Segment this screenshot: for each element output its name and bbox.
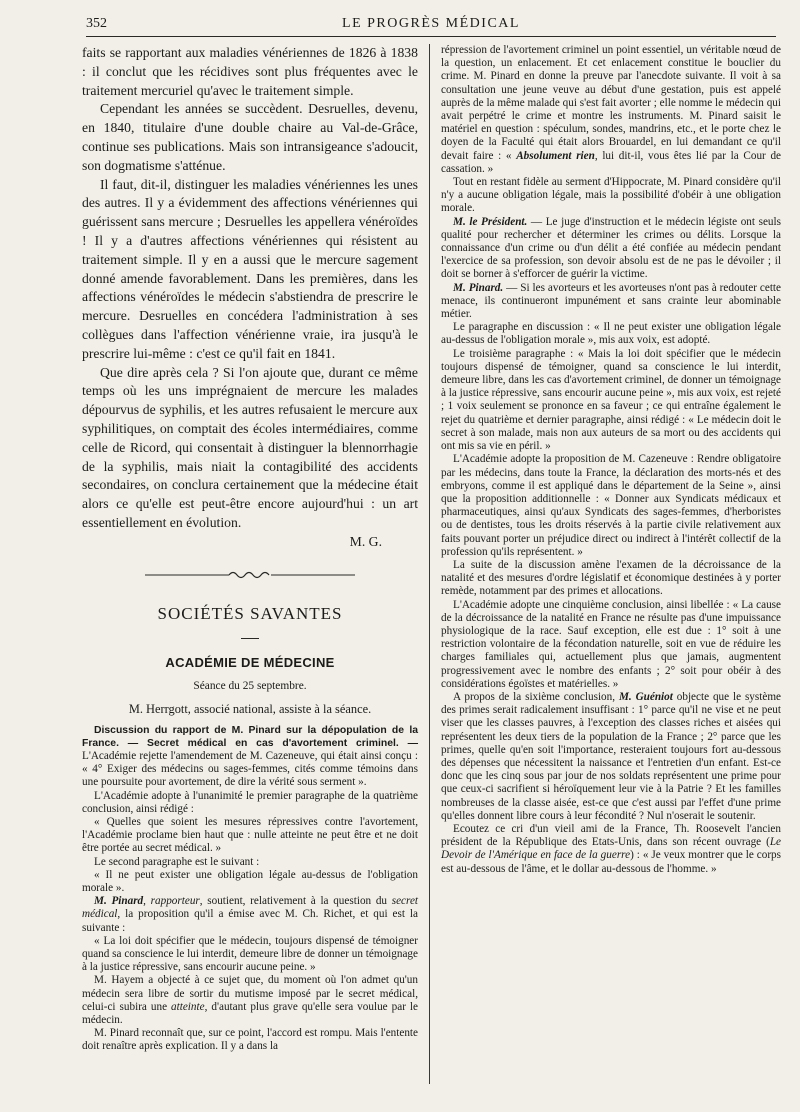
- divider: [241, 638, 259, 639]
- paragraph: L'Académie adopte la proposition de M. Cazeneuve : Rendre obligatoire par les médecins, dans toute la France, la déclaration des morts-nés et des embryons, comme il est appliqué dans le département de la Seine », ainsi que la proposition additionnelle : « Donner aux Syndicats médicaux et pharmaceutiques, ainsi qu'aux Syndicats des sages-femmes, d'herboristes ou de dentistes, tous les droits réservés à la partie civile relativement aux faits pouvant porter un préjudice direct ou indirect à l'intérêt collectif de la profession qu'ils représentent. »: [441, 453, 781, 558]
- paragraph: Que dire après cela ? Si l'on ajoute que, durant ce même temps où les uns imprégnaient de mercure les malades dépourvus de syphilis, et les autres refusaient le mercure aux syphilitiques, on comptait des écoles intermédiaires, comme celle de Ricord, qui consentait à distinguer la blennorrhagie de la syphilis, mais niait la contagibilité des accidents secondaires, on conclura certainement que la médecine était alors ce qu'elle est peut-être encore aujourd'hui : un art essentiellement en évolution.: [82, 364, 418, 530]
- paragraph: M. Pinard, rapporteur, soutient, relativement à la question du secret médical, la proposition qu'il a émise avec M. Ch. Richet, et qui est la suivante :: [82, 895, 419, 934]
- paragraph: Le second paragraphe est le suivant :: [94, 855, 260, 868]
- speaker-name: M. le Président.: [453, 215, 528, 228]
- paragraph: Il faut, dit-il, distinguer les maladies vénériennes les unes des autres. Il y a évidemment des affections vénériennes qui guérissent sans mercure ; Desruelles les appellera vénéroïdes ! Il y a d'autres affections vénériennes qui résistent au traitement simple. Il y en a aussi que le mercure sagement donné amende favorablement. Dans les premières, dans les affections vénéroïdes le médecin s'abstiendra de prescrire le mercure. Desruelles en concédera l'administration à ses collègues dans l'affection vénérienne vraie, ira jusqu'à le prescrire lui-même : c'est ce qu'il fait en 1841.: [82, 176, 418, 361]
- right-column: [441, 44, 781, 876]
- paragraph: Le paragraphe en discussion : « Il ne peut exister une obligation légale au-dessus de l'obligation morale », mis aux voix, est adopté.: [441, 321, 781, 347]
- paragraph: « Il ne peut exister une obligation légale au-dessus de l'obligation morale ».: [82, 868, 418, 894]
- text: , soutient, relativement à la question du: [199, 895, 392, 908]
- text: — Le juge d'instruction et le médecin légiste ont seuls qualité pour rechercher et déterminer les crimes ou délits. Lorsque la connaissance d'un crime ou d'un délit a été confiée au médecin pendant l'exercice de sa profession, son devoir absolu est de ne pas le dévoiler ; il doit se borner à s'efforcer de guérir la victime.: [441, 215, 781, 281]
- speaker-name: M. Pinard: [94, 895, 144, 908]
- speaker-name: M. Pinard.: [453, 281, 504, 294]
- paragraph: L'Académie adopte à l'unanimité le premier paragraphe de la quatrième conclusion, ainsi rédigé :: [82, 789, 418, 815]
- paragraph: « La loi doit spécifier que le médecin, toujours dispensé de témoigner quand sa conscience le lui interdit, demeure libre de donner un témoignage à la justice répressive, sans encourir aucune peine. »: [82, 934, 418, 974]
- discussion-text: L'Académie rejette l'amendement de M. Cazeneuve, qui était ainsi conçu : « 4° Exiger des médecins ou sages-femmes, cités comme témoins dans une poursuite pour avortement, de dire la vérité sous serment ».: [82, 749, 418, 789]
- emphasis: Absolument rien: [516, 149, 595, 162]
- text: , d'autant plus grave qu'elle sera voulue par le médecin.: [82, 1000, 418, 1026]
- running-title: LE PROGRÈS MÉDICAL: [342, 16, 520, 31]
- column-rule: [429, 44, 430, 1084]
- discussion-title: Discussion du rapport de M. Pinard sur la dépopulation de la France. — Secret médical en cas d'avortement criminel. —: [82, 724, 418, 749]
- paragraph: faits se rapportant aux maladies vénériennes de 1826 à 1838 : il conclut que les récidives sont plus fréquentes avec le traitement mercuriel qu'avec le traitement simple.: [82, 45, 418, 98]
- text: , la proposition qu'il a émise avec M. Ch. Richet, et qui est la suivante :: [82, 908, 418, 934]
- book-title: Le Devoir de l'Amérique en face de la guerre: [441, 836, 781, 862]
- speaker-name: M. Guéniot: [618, 690, 673, 703]
- paragraph: [82, 724, 418, 790]
- paragraph: « Quelles que soient les mesures répressives contre l'avortement, l'Académie proclame bien haut que : nulle atteinte ne peut être et ne doit être portée au secret médical. »: [82, 815, 418, 855]
- paragraph: M. Pinard reconnaît que, sur ce point, l'accord est rompu. Mais l'entente doit renaître après explication. Il y a dans la: [82, 1027, 418, 1053]
- paragraph: [441, 823, 781, 876]
- paragraph: Le troisième paragraphe : « Mais la loi doit spécifier que le médecin toujours dispensé de témoigner, quand sa conscience le lui interdit, demeure libre, dans les cas d'avortement criminel, de donner un témoignage à la justice répressive, sans encourir aucune peine », mis aux voix, est rejeté ; 1 voix seulement se prononce en sa faveur ; ce qui entraîne également le rejet du quatrième et dernier paragraphe, ainsi rédigé : « Le médecin doit le secret à son malade, mais non aux auteurs de sa mort ou des accidents qui ont mis sa vie en péril. »: [441, 347, 782, 453]
- page-number: 352: [86, 16, 107, 31]
- decorative-divider: [82, 568, 418, 582]
- academy-title: ACADÉMIE DE MÉDECINE: [165, 654, 335, 670]
- emphasis: atteinte: [171, 1000, 205, 1013]
- session-date: Séance du 25 septembre.: [193, 679, 307, 692]
- paragraph: [441, 44, 781, 176]
- text: objecte que le système des primes serait radicalement insuffisant : 1° parce qu'il ne vise et ne peut viser que les classes pauvres, à l'exception des classes riches et aisées qui représentent les deux tiers de la population de la France ; 2° parce que les primes, quelle qu'en soit l'importance, resteraient toujours fort au-dessous des dépenses que nécessitent la naissance et l'entretien d'un enfant. Est-ce donc que les cinq sous par jour de nos soldats représentent une prime pour que ceux-ci sacrifient si héroïquement leur vie à la Patrie ? Et les familles nombreuses de la classe aisée, est-ce que c'est aussi par l'effet d'une prime qu'elles donnent libre cours à leur fécondité ? Nul n'oserait le soutenir.: [441, 690, 781, 822]
- paragraph: [441, 691, 781, 823]
- page-header: [86, 14, 776, 37]
- paragraph: [82, 974, 418, 1027]
- text: M. Hayem a objecté à ce sujet que, du moment où l'on admet qu'un médecin sera libre de sortir du mutisme imposé par le secret médical, celui-ci subira une: [82, 974, 418, 1013]
- paragraph: [441, 282, 781, 322]
- paragraph: [441, 216, 781, 282]
- attendance-note: M. Herrgott, associé national, assiste à la séance.: [128, 701, 372, 716]
- speaker-role: rapporteur: [150, 895, 200, 908]
- emphasis: secret médical: [82, 895, 419, 921]
- left-column: [82, 44, 418, 1054]
- text: A propos de la sixième conclusion,: [453, 690, 619, 703]
- text: , lui dit-il, vous êtes lié par la Cour de cassation. »: [441, 149, 782, 175]
- paragraph: L'Académie adopte une cinquième conclusion, ainsi libellée : « La cause de la décroissance de la natalité en France ne résulte pas d'une impuissance physiologique de la race. Sauf exception, elle est due : 1° soit à une restriction volontaire de la fécondation naturelle, soit en vue de réduire les charges familiales qui, actuellement plus que jamais, augmentent progressivement avec le nombre des enfants ; 2° soit pour obéir à des considérations égoïstes et matérielles. »: [441, 598, 781, 690]
- paragraph: Cependant les années se succèdent. Desruelles, devenu, en 1840, titulaire d'une double chaire au Val-de-Grâce, continue ses publications. Mais son intransigeance s'adoucit, son dogmatisme s'atténue.: [82, 101, 418, 173]
- section-title: SOCIÉTÉS SAVANTES: [157, 603, 343, 623]
- text: ) : « Je veux montrer que le corps est au-dessous de l'âme, et le dollar au-dessous de l'homme. »: [441, 849, 782, 875]
- text: — Si les avorteurs et les avorteuses n'ont pas à redouter cette menace, ils continueront impunément et sans crainte leur abominable métier.: [441, 281, 781, 321]
- paragraph: Tout en restant fidèle au serment d'Hippocrate, M. Pinard considère qu'il n'y a aucune obligation légale, mais la possibilité d'obéir à une obligation morale.: [441, 176, 781, 215]
- text: répression de l'avortement criminel un point essentiel, un véritable nœud de la question, un enlacement. Et cet enlacement constitue le bouclier du crime. M. Pinard en donne la preuve par l'anecdote suivante. Il voit à sa consultation une jeune veuve au début d'une gestation, puis est appelé auprès de la même malade qui s'est fait avorter ; elle nomme le médecin qui avait perpétré le crime et montre les instruments. M. Pinard saisit le matériel en question : spéculum, sondes, mandrins, etc., et le porte chez le doyen de la Faculté qui était alors Brouardel, en lui demandant ce qu'il devait faire : «: [441, 44, 781, 162]
- text: Ecoutez ce cri d'un vieil ami de la France, Th. Roosevelt l'ancien président de la République des Etats-Unis, dans son récent ouvrage (: [441, 822, 781, 849]
- paragraph: La suite de la discussion amène l'examen de la décroissance de la natalité et des mesures d'ordre législatif et économique destinées à y porter remède, notamment par des primes et allocations.: [441, 558, 781, 598]
- author-signature: M. G.: [349, 533, 382, 549]
